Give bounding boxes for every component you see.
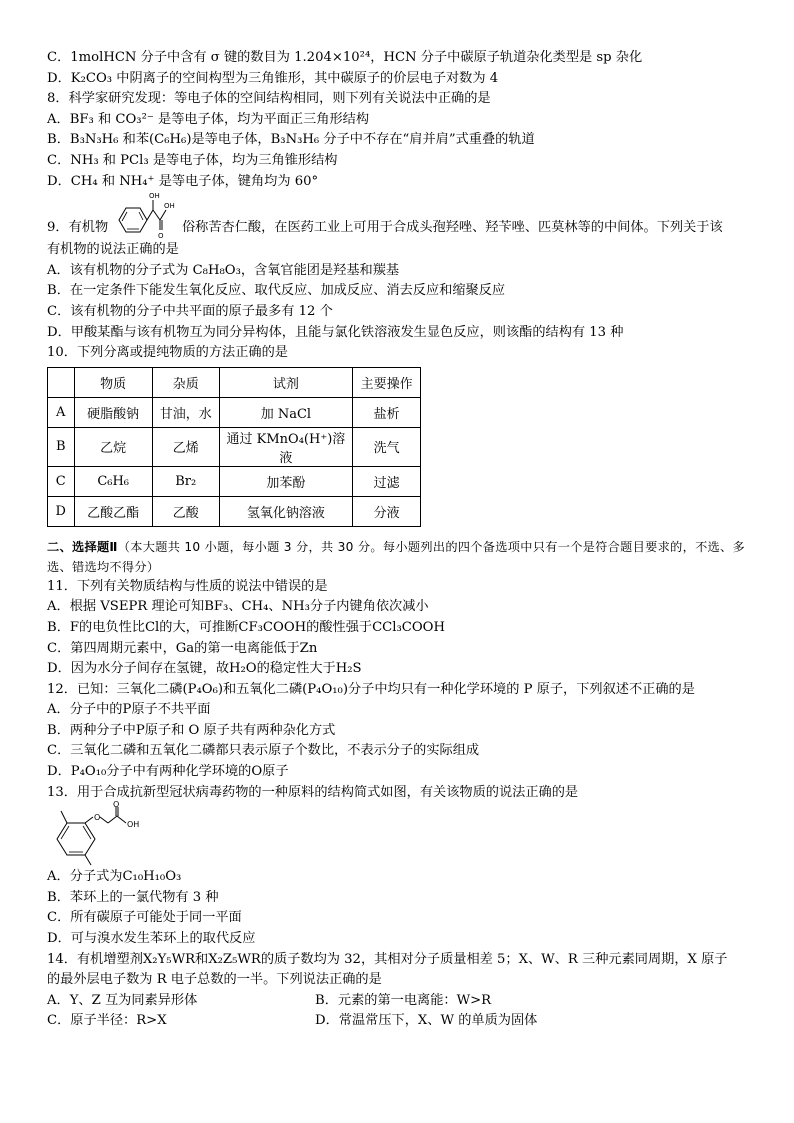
q13-option-a: A．分子式为C₁₀H₁₀O₃ [47, 869, 182, 885]
q14-options-row-1 [47, 991, 759, 1012]
q8-stem: 8．科学家研究发现：等电子体的空间结构相同，则下列有关说法中正确的是 [47, 91, 491, 107]
section-2-heading [47, 537, 759, 577]
q9-stem-rest: 俗称苦杏仁酸，在医药工业上可用于合成头孢羟唑、羟苄唑、匹莫林等的中间体。下列关于该 [182, 220, 723, 236]
q8-option-d: D．CH₄ 和 NH₄⁺ 是等电子体，键角均为 60° [47, 173, 319, 189]
table-header-cell [48, 367, 75, 397]
table-cell: 洗气 [353, 427, 421, 466]
table-cell: A [48, 397, 75, 427]
q9-mol-oh1: OH [149, 192, 160, 201]
q9-mol-o: O [158, 232, 164, 241]
table-cell: D [48, 496, 75, 526]
exam-page [47, 48, 759, 1032]
mandelic-acid-structure [115, 190, 173, 240]
q13-option-c: C．所有碳原子可能处于同一平面 [47, 910, 242, 926]
q10-table [47, 367, 421, 527]
table-cell: 乙烷 [74, 427, 152, 466]
table-cell: 甘油，水 [152, 397, 219, 427]
q8-option-c: C．NH₃ 和 PCl₃ 是等电子体，均为三角锥形结构 [47, 152, 338, 168]
q11-option-b: B．F的电负性比Cl的大，可推断CF₃COOH的酸性强于CCl₃COOH [47, 619, 445, 635]
q9-option-a: A．该有机物的分子式为 C₈H₈O₃，含氧官能团是羟基和羰基 [47, 262, 400, 278]
table-cell: 硬脂酸钠 [74, 397, 152, 427]
q13-mol-oh: OH [127, 820, 140, 830]
q9-stem-line [47, 188, 759, 240]
table-cell: 乙酸乙酯 [74, 496, 152, 526]
q14-stem-cont: 的最外层电子数为 R 电子总数的一半。下列说法正确的是 [47, 972, 382, 988]
table-cell: 加 NaCl [219, 397, 353, 427]
table-row [48, 496, 421, 526]
q14-option-c: C．原子半径：R>X [47, 1013, 167, 1029]
table-cell: Br₂ [152, 466, 219, 496]
q11-stem: 11．下列有关物质结构与性质的说法中错误的是 [47, 578, 328, 594]
q9-option-c: C．该有机物的分子中共平面的原子最多有 12 个 [47, 303, 333, 319]
q12-option-b: B．两种分子中P原子和 O 原子共有两种杂化方式 [47, 722, 336, 738]
table-cell: 加苯酚 [219, 466, 353, 496]
q13-molecule-structure [47, 800, 167, 867]
q14-option-d: D．常温常压下，X、W 的单质为固体 [315, 1013, 538, 1029]
q7-option-c: C．1molHCN 分子中含有 σ 键的数目为 1.204×10²⁴，HCN 分子中碳原子轨道杂化类型是 sp 杂化 [47, 50, 643, 65]
q13-option-d: D．可与溴水发生苯环上的取代反应 [47, 931, 256, 947]
q13-stem: 13．用于合成抗新型冠状病毒药物的一种原料的结构简式如图，有关该物质的说法正确的是 [47, 784, 579, 800]
q13-option-b: B．苯环上的一氯代物有 3 种 [47, 889, 219, 905]
q14-option-b: B．元素的第一电离能：W>R [315, 992, 492, 1008]
q9-prefix: 9．有机物 [47, 220, 109, 236]
table-header-row [48, 367, 421, 397]
q9-option-d: D．甲酸某酯与该有机物互为同分异构体，且能与氯化铁溶液发生显色反应，则该酯的结构有 13 种 [47, 324, 624, 340]
q12-option-a: A．分子中的P原子不共平面 [47, 702, 211, 718]
table-cell: 乙烯 [152, 427, 219, 466]
q9-option-b: B．在一定条件下能发生氧化反应、取代反应、加成反应、消去反应和缩聚反应 [47, 283, 506, 299]
table-cell: B [48, 427, 75, 466]
table-header-cell: 杂质 [152, 367, 219, 397]
q9-mol-oh2: OH [164, 202, 175, 211]
table-cell: 过滤 [353, 466, 421, 496]
q11-option-c: C．第四周期元素中，Ga的第一电离能低于Zn [47, 640, 318, 656]
q13-mol-carbonyl-o: O [113, 800, 120, 810]
q9-stem-cont: 有机物的说法正确的是 [47, 242, 179, 258]
table-header-cell: 试剂 [219, 367, 353, 397]
q7-option-d: D．K₂CO₃ 中阴离子的空间构型为三角锥形，其中碳原子的价层电子对数为 4 [47, 70, 499, 86]
q8-option-a: A．BF₃ 和 CO₃²⁻ 是等电子体，均为平面正三角形结构 [47, 111, 370, 127]
q14-option-a: A．Y、Z 互为同素异形体 [47, 992, 198, 1008]
q14-stem: 14．有机增塑剂X₂Y₅WR和X₂Z₅WR的质子数均为 32，其相对分子质量相差 5；X、W、R 三种元素同周期，X 原子 [47, 951, 728, 967]
q14-options-row-2 [47, 1011, 759, 1032]
q13-mol-ether-o: O [94, 813, 101, 823]
q12-stem: 12．已知：三氧化二磷(P₄O₆)和五氧化二磷(P₄O₁₀)分子中均只有一种化学环境的 P 原子，下列叙述不正确的是 [47, 681, 695, 697]
q12-option-d: D．P₄O₁₀分子中有两种化学环境的O原子 [47, 764, 289, 780]
table-cell: C₆H₆ [74, 466, 152, 496]
q13-structure-wrap [47, 800, 759, 867]
table-row [48, 397, 421, 427]
table-cell: 分液 [353, 496, 421, 526]
q10-stem: 10．下列分离或提纯物质的方法正确的是 [47, 345, 288, 361]
table-header-cell: 主要操作 [353, 367, 421, 397]
section-2-desc: （本大题共 10 小题，每小题 3 分，共 30 分。每小题列出的四个备选项中只有一个是符合题目要求的，不选、多选、错选均不得分） [47, 539, 746, 574]
q11-option-d: D．因为水分子间存在氢键，故H₂O的稳定性大于H₂S [47, 661, 362, 677]
table-row [48, 466, 421, 496]
table-cell: 通过 KMnO₄(H⁺)溶液 [219, 427, 353, 466]
table-cell: 乙酸 [152, 496, 219, 526]
table-cell: C [48, 466, 75, 496]
section-2-title: 二、选择题Ⅱ [47, 539, 118, 554]
table-cell: 氢氧化钠溶液 [219, 496, 353, 526]
q12-option-c: C．三氧化二磷和五氧化二磷都只表示原子个数比，不表示分子的实际组成 [47, 743, 480, 759]
table-cell: 盐析 [353, 397, 421, 427]
q8-option-b: B．B₃N₃H₆ 和苯(C₆H₆)是等电子体，B₃N₃H₆ 分子中不存在“肩并肩”式重叠的轨道 [47, 132, 535, 148]
table-row [48, 427, 421, 466]
table-header-cell: 物质 [74, 367, 152, 397]
q11-option-a: A．根据 VSEPR 理论可知BF₃、CH₄、NH₃分子内键角依次减小 [47, 599, 429, 615]
